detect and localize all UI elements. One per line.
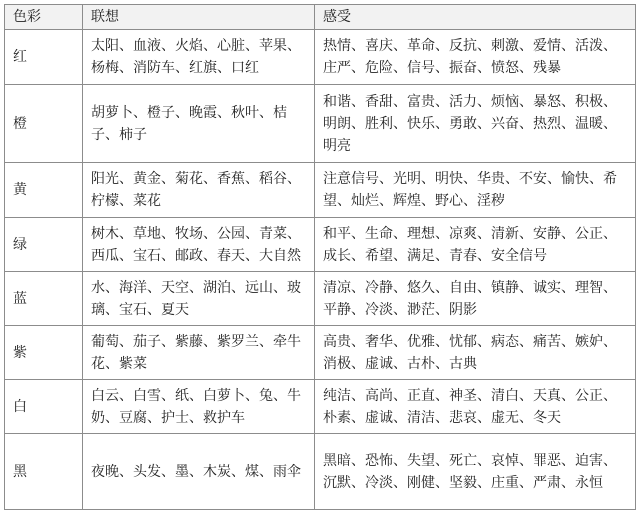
color-cell: 蓝 [5, 272, 83, 326]
association-cell: 白云、白雪、纸、白萝卜、兔、牛奶、豆腐、护士、救护车 [83, 380, 315, 434]
association-cell: 葡萄、茄子、紫藤、紫罗兰、牵牛花、紫菜 [83, 326, 315, 380]
table-row-red [5, 30, 636, 85]
association-cell: 太阳、血液、火焰、心脏、苹果、杨梅、消防车、红旗、口红 [83, 30, 315, 85]
color-cell: 黄 [5, 163, 83, 218]
association-cell: 阳光、黄金、菊花、香蕉、稻谷、柠檬、菜花 [83, 163, 315, 218]
feeling-cell: 清凉、冷静、悠久、自由、镇静、诚实、理智、平静、冷淡、渺茫、阴影 [315, 272, 636, 326]
table-header [5, 5, 636, 30]
association-cell: 树木、草地、牧场、公园、青菜、西瓜、宝石、邮政、春天、大自然 [83, 218, 315, 272]
table-body [5, 30, 636, 510]
color-association-table [4, 4, 636, 510]
header-feeling: 感受 [315, 5, 636, 30]
table-row-green [5, 218, 636, 272]
association-cell: 夜晚、头发、墨、木炭、煤、雨伞 [83, 434, 315, 510]
color-cell: 黑 [5, 434, 83, 510]
table-row-white [5, 380, 636, 434]
header-color: 色彩 [5, 5, 83, 30]
table-row-purple [5, 326, 636, 380]
color-cell: 橙 [5, 85, 83, 163]
feeling-cell: 热情、喜庆、革命、反抗、刺激、爱情、活泼、庄严、危险、信号、振奋、愤怒、残暴 [315, 30, 636, 85]
association-cell: 水、海洋、天空、湖泊、远山、玻璃、宝石、夏天 [83, 272, 315, 326]
table-row-blue [5, 272, 636, 326]
table-row-orange [5, 85, 636, 163]
color-cell: 绿 [5, 218, 83, 272]
feeling-cell: 黑暗、恐怖、失望、死亡、哀悼、罪恶、迫害、沉默、冷淡、刚健、坚毅、庄重、严肃、永恒 [315, 434, 636, 510]
header-association: 联想 [83, 5, 315, 30]
color-cell: 白 [5, 380, 83, 434]
feeling-cell: 和平、生命、理想、凉爽、清新、安静、公正、成长、希望、满足、青春、安全信号 [315, 218, 636, 272]
feeling-cell: 和谐、香甜、富贵、活力、烦恼、暴怒、积极、明朗、胜利、快乐、勇敢、兴奋、热烈、温暖、明亮 [315, 85, 636, 163]
color-cell: 红 [5, 30, 83, 85]
feeling-cell: 高贵、奢华、优雅、忧郁、病态、痛苦、嫉妒、消极、虚诚、古朴、古典 [315, 326, 636, 380]
color-cell: 紫 [5, 326, 83, 380]
feeling-cell: 注意信号、光明、明快、华贵、不安、愉快、希望、灿烂、辉煌、野心、淫秽 [315, 163, 636, 218]
header-row [5, 5, 636, 30]
association-cell: 胡萝卜、橙子、晚霞、秋叶、桔子、柿子 [83, 85, 315, 163]
feeling-cell: 纯洁、高尚、正直、神圣、清白、天真、公正、朴素、虚诚、清洁、悲哀、虚无、冬天 [315, 380, 636, 434]
table-row-yellow [5, 163, 636, 218]
table-row-black [5, 434, 636, 510]
